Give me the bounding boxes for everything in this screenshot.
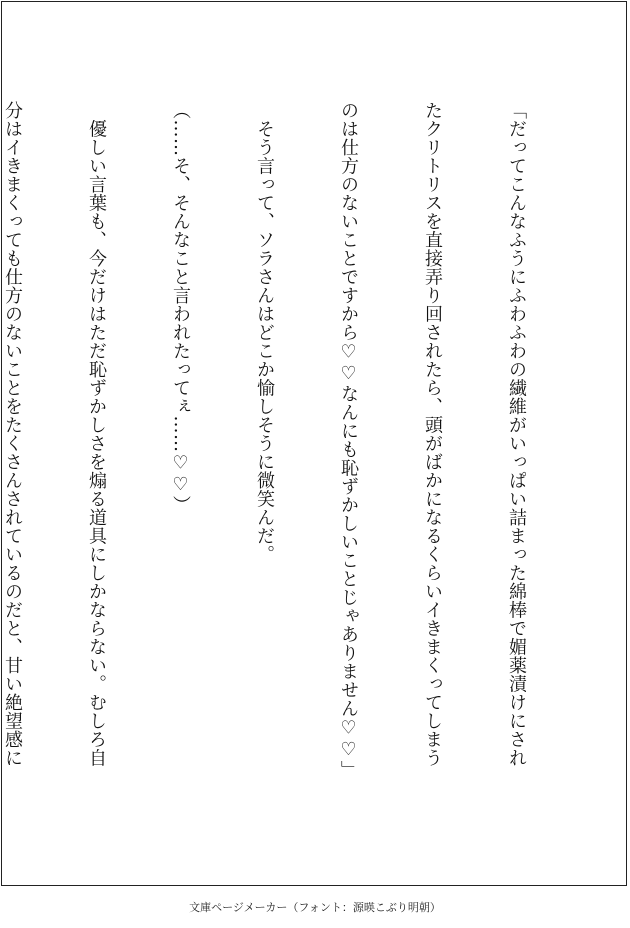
page-frame [1, 1, 627, 886]
text-line: そう言って、ソラさんはどこか愉しそうに微笑んだ。 [254, 101, 275, 564]
vertical-text-body [0, 101, 586, 811]
text-line: 「だってこんなふうにふわふわの繊維がいっぱい詰まった綿棒で媚薬漬けにされ [506, 101, 527, 767]
text-line: 分はイきまくっても仕方のないことをたくさんされているのだと、甘い絶望感に [2, 101, 23, 767]
footer-credit: 文庫ページメーカー（フォント：源暎こぶり明朝） [189, 901, 441, 914]
text-line: （……そ、そんなこと言われたってぇ……♡♡） [170, 101, 191, 514]
text-line: 優しい言葉も、今だけはただ恥ずかしさを煽る道具にしかならない。むしろ自 [86, 101, 107, 767]
text-line: たクリトリスを直接弄り回されたら、頭がばかになるくらいイきまくってしまう [422, 101, 443, 767]
text-line: のは仕方のないことですから♡♡なんにも恥ずかしいことじゃありません♡♡」 [338, 101, 359, 779]
